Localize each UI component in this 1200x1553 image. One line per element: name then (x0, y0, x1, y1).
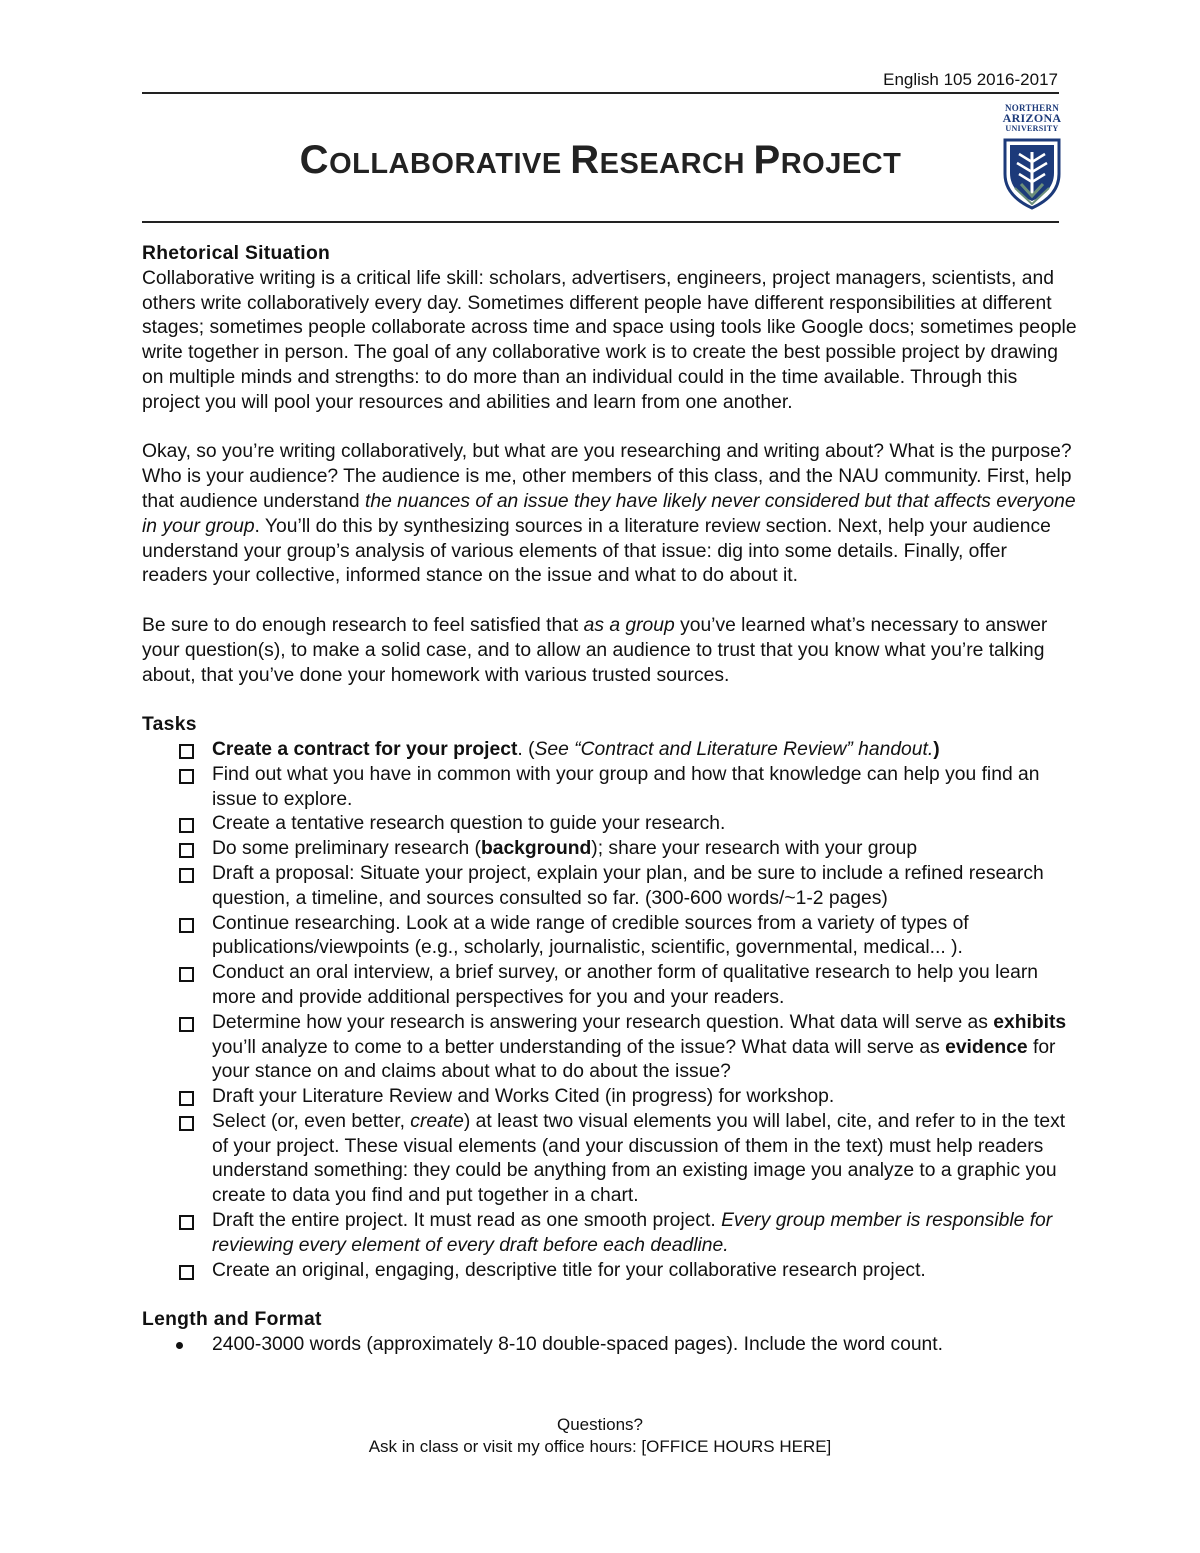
checkbox-icon[interactable] (179, 967, 194, 982)
logo-line-3: UNIVERSITY (1005, 124, 1059, 133)
footer (0, 1414, 1200, 1458)
course-label: English 105 2016-2017 (883, 70, 1058, 89)
section-heading-length: Length and Format (142, 1309, 322, 1331)
task-item: Select (or, even better, create) at least two visual elements you will label, cite, and refer to in the text of your project. These visual elements (and your discussion of them in the text) must help readers understand something: they could be anything from an existing image you analyze to a graphic you create to data you find and put together in a chart. (212, 1110, 1077, 1209)
footer-office-hours: Ask in class or visit my office hours: [OFFICE HOURS HERE] (368, 1437, 832, 1456)
checkbox-icon[interactable] (179, 918, 194, 933)
task-item: Create a contract for your project. (See “Contract and Literature Review” handout.) (212, 738, 1077, 763)
task-item: Draft your Literature Review and Works Cited (in progress) for workshop. (212, 1085, 1077, 1110)
title-part: ESEARCH (599, 148, 754, 180)
section-heading-tasks: Tasks (142, 714, 197, 736)
bullet-item: 2400-3000 words (approximately 8-10 double-spaced pages). Include the word count. (212, 1333, 1077, 1358)
task-item: Conduct an oral interview, a brief survey, or another form of qualitative research to help you learn more and provide additional perspectives for you and your readers. (212, 961, 1077, 1011)
title-part: C (299, 138, 330, 182)
section-heading-rhetorical: Rhetorical Situation (142, 243, 331, 264)
checkbox-icon[interactable] (179, 744, 194, 759)
checkbox-icon[interactable] (179, 818, 194, 833)
logo-text (998, 104, 1066, 133)
nau-shield-icon (1001, 136, 1063, 210)
paragraph-rhetorical-3: Be sure to do enough research to feel satisfied that as a group you’ve learned what’s necessary to answer your question(s), to make a solid case, and to allow an audience to trust that you know what you’re talking about, that you’ve done your homework with various trusted sources. (142, 614, 1048, 686)
document-body (142, 242, 1077, 1358)
title-part: ROJECT (780, 148, 902, 180)
task-item: Continue researching. Look at a wide range of credible sources from a variety of types of publications/viewpoints (e.g., scholarly, journalistic, scientific, governmental, medical... ). (212, 912, 1077, 962)
title-part: OLLABORATIVE (329, 148, 571, 180)
task-item: Determine how your research is answering your research question. What data will serve as exhibits you’ll analyze to come to a better understanding of the issue? What data will serve as evidence for your stance on and claims about what to do about the issue? (212, 1011, 1077, 1085)
page-title (142, 138, 1059, 183)
task-item: Create an original, engaging, descriptive title for your collaborative research project. (212, 1259, 1077, 1284)
checkbox-icon[interactable] (179, 868, 194, 883)
bullet-icon (176, 1342, 183, 1349)
footer-questions: Questions? (557, 1415, 643, 1434)
checkbox-icon[interactable] (179, 1017, 194, 1032)
paragraph-rhetorical-1: Collaborative writing is a critical life skill: scholars, advertisers, engineers, project managers, scientists, and others write collaboratively every day. Sometimes different people have different responsibilities at different stages; sometimes people collaborate across time and space using tools like Google docs; sometimes people write together in person. The goal of any collaborative work is to create the best possible project by drawing on multiple minds and strengths: to do more than an individual could in the time available. Through this project you will pool your resources and abilities and learn from one another. (142, 267, 1077, 413)
logo-line-2: ARIZONA (1002, 111, 1062, 125)
checkbox-icon[interactable] (179, 1091, 194, 1106)
header-rule-top (142, 92, 1059, 94)
checkbox-icon[interactable] (179, 843, 194, 858)
header-rule-bottom (142, 221, 1059, 223)
logo-line-1: NORTHERN (1004, 103, 1060, 113)
task-item: Do some preliminary research (background); share your research with your group (212, 837, 1077, 862)
task-item: Create a tentative research question to guide your research. (212, 812, 1077, 837)
paragraph-rhetorical-2: Okay, so you’re writing collaboratively, but what are you researching and writing about? What is the purpose? Who is your audience? The audience is me, other members of this class, and the NAU community. First, help that audience understand the nuances of an issue they have likely never considered but that affects everyone in your group. You’ll do this by synthesizing sources in a literature review section. Next, help your audience understand your group’s analysis of various elements of that issue: dig into some details. Finally, offer readers your collective, informed stance on the issue and what to do about it. (142, 441, 1076, 587)
task-checklist (142, 738, 1077, 1284)
task-item: Draft the entire project. It must read as one smooth project. Every group member is responsible for reviewing every element of every draft before each deadline. (212, 1209, 1077, 1259)
task-item: Draft a proposal: Situate your project, explain your plan, and be sure to include a refined research question, a timeline, and sources consulted so far. (300-600 words/~1-2 pages) (212, 862, 1077, 912)
length-list (142, 1333, 1077, 1358)
title-part: R (570, 138, 600, 182)
title-part: P (753, 138, 781, 182)
checkbox-icon[interactable] (179, 1215, 194, 1230)
university-logo (998, 104, 1066, 212)
checkbox-icon[interactable] (179, 1116, 194, 1131)
checkbox-icon[interactable] (179, 1265, 194, 1280)
task-item: Find out what you have in common with your group and how that knowledge can help you find an issue to explore. (212, 763, 1077, 813)
checkbox-icon[interactable] (179, 769, 194, 784)
